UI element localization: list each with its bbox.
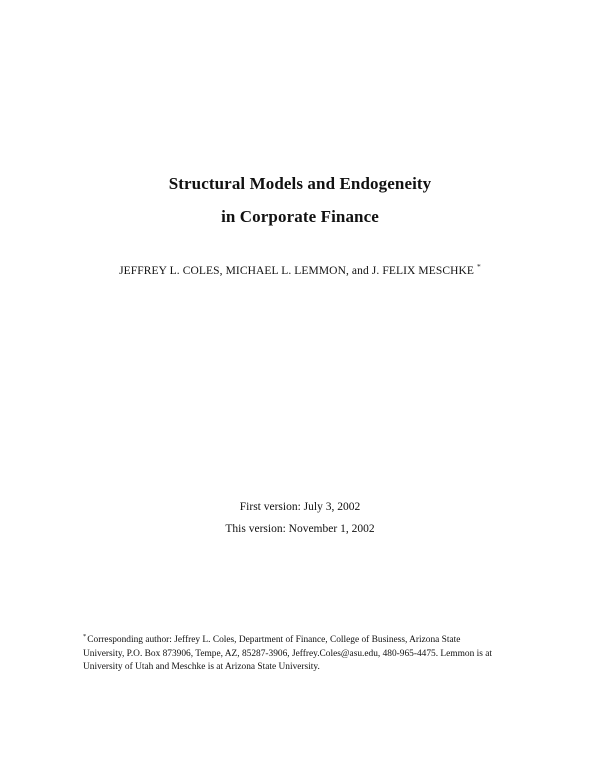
footnote-line: University, P.O. Box 873906, Tempe, AZ, 85287-3906, Jeffrey.Coles@asu.edu, 480-965-4475. Lemmon is at [83, 648, 492, 659]
corresponding-author-footnote [83, 634, 532, 675]
footnote-line: University of Utah and Meschke is at Arizona State University. [83, 662, 320, 672]
author-names: JEFFREY L. COLES, MICHAEL L. LEMMON, and J. FELIX MESCHKE [119, 265, 475, 277]
this-version-date: This version: November 1, 2002 [225, 523, 375, 535]
paper-title-line-1: Structural Models and Endogeneity [168, 174, 432, 193]
author-list [0, 262, 600, 277]
author-footnote-marker: * [477, 262, 481, 272]
first-version-date: First version: July 3, 2002 [239, 501, 361, 513]
footnote-line [83, 634, 532, 648]
footnote-text-1: Corresponding author: Jeffrey L. Coles, Department of Finance, College of Business, Arizona State [87, 635, 461, 645]
paper-title-line-2: in Corporate Finance [221, 207, 379, 226]
footnote-marker: * [83, 632, 87, 640]
